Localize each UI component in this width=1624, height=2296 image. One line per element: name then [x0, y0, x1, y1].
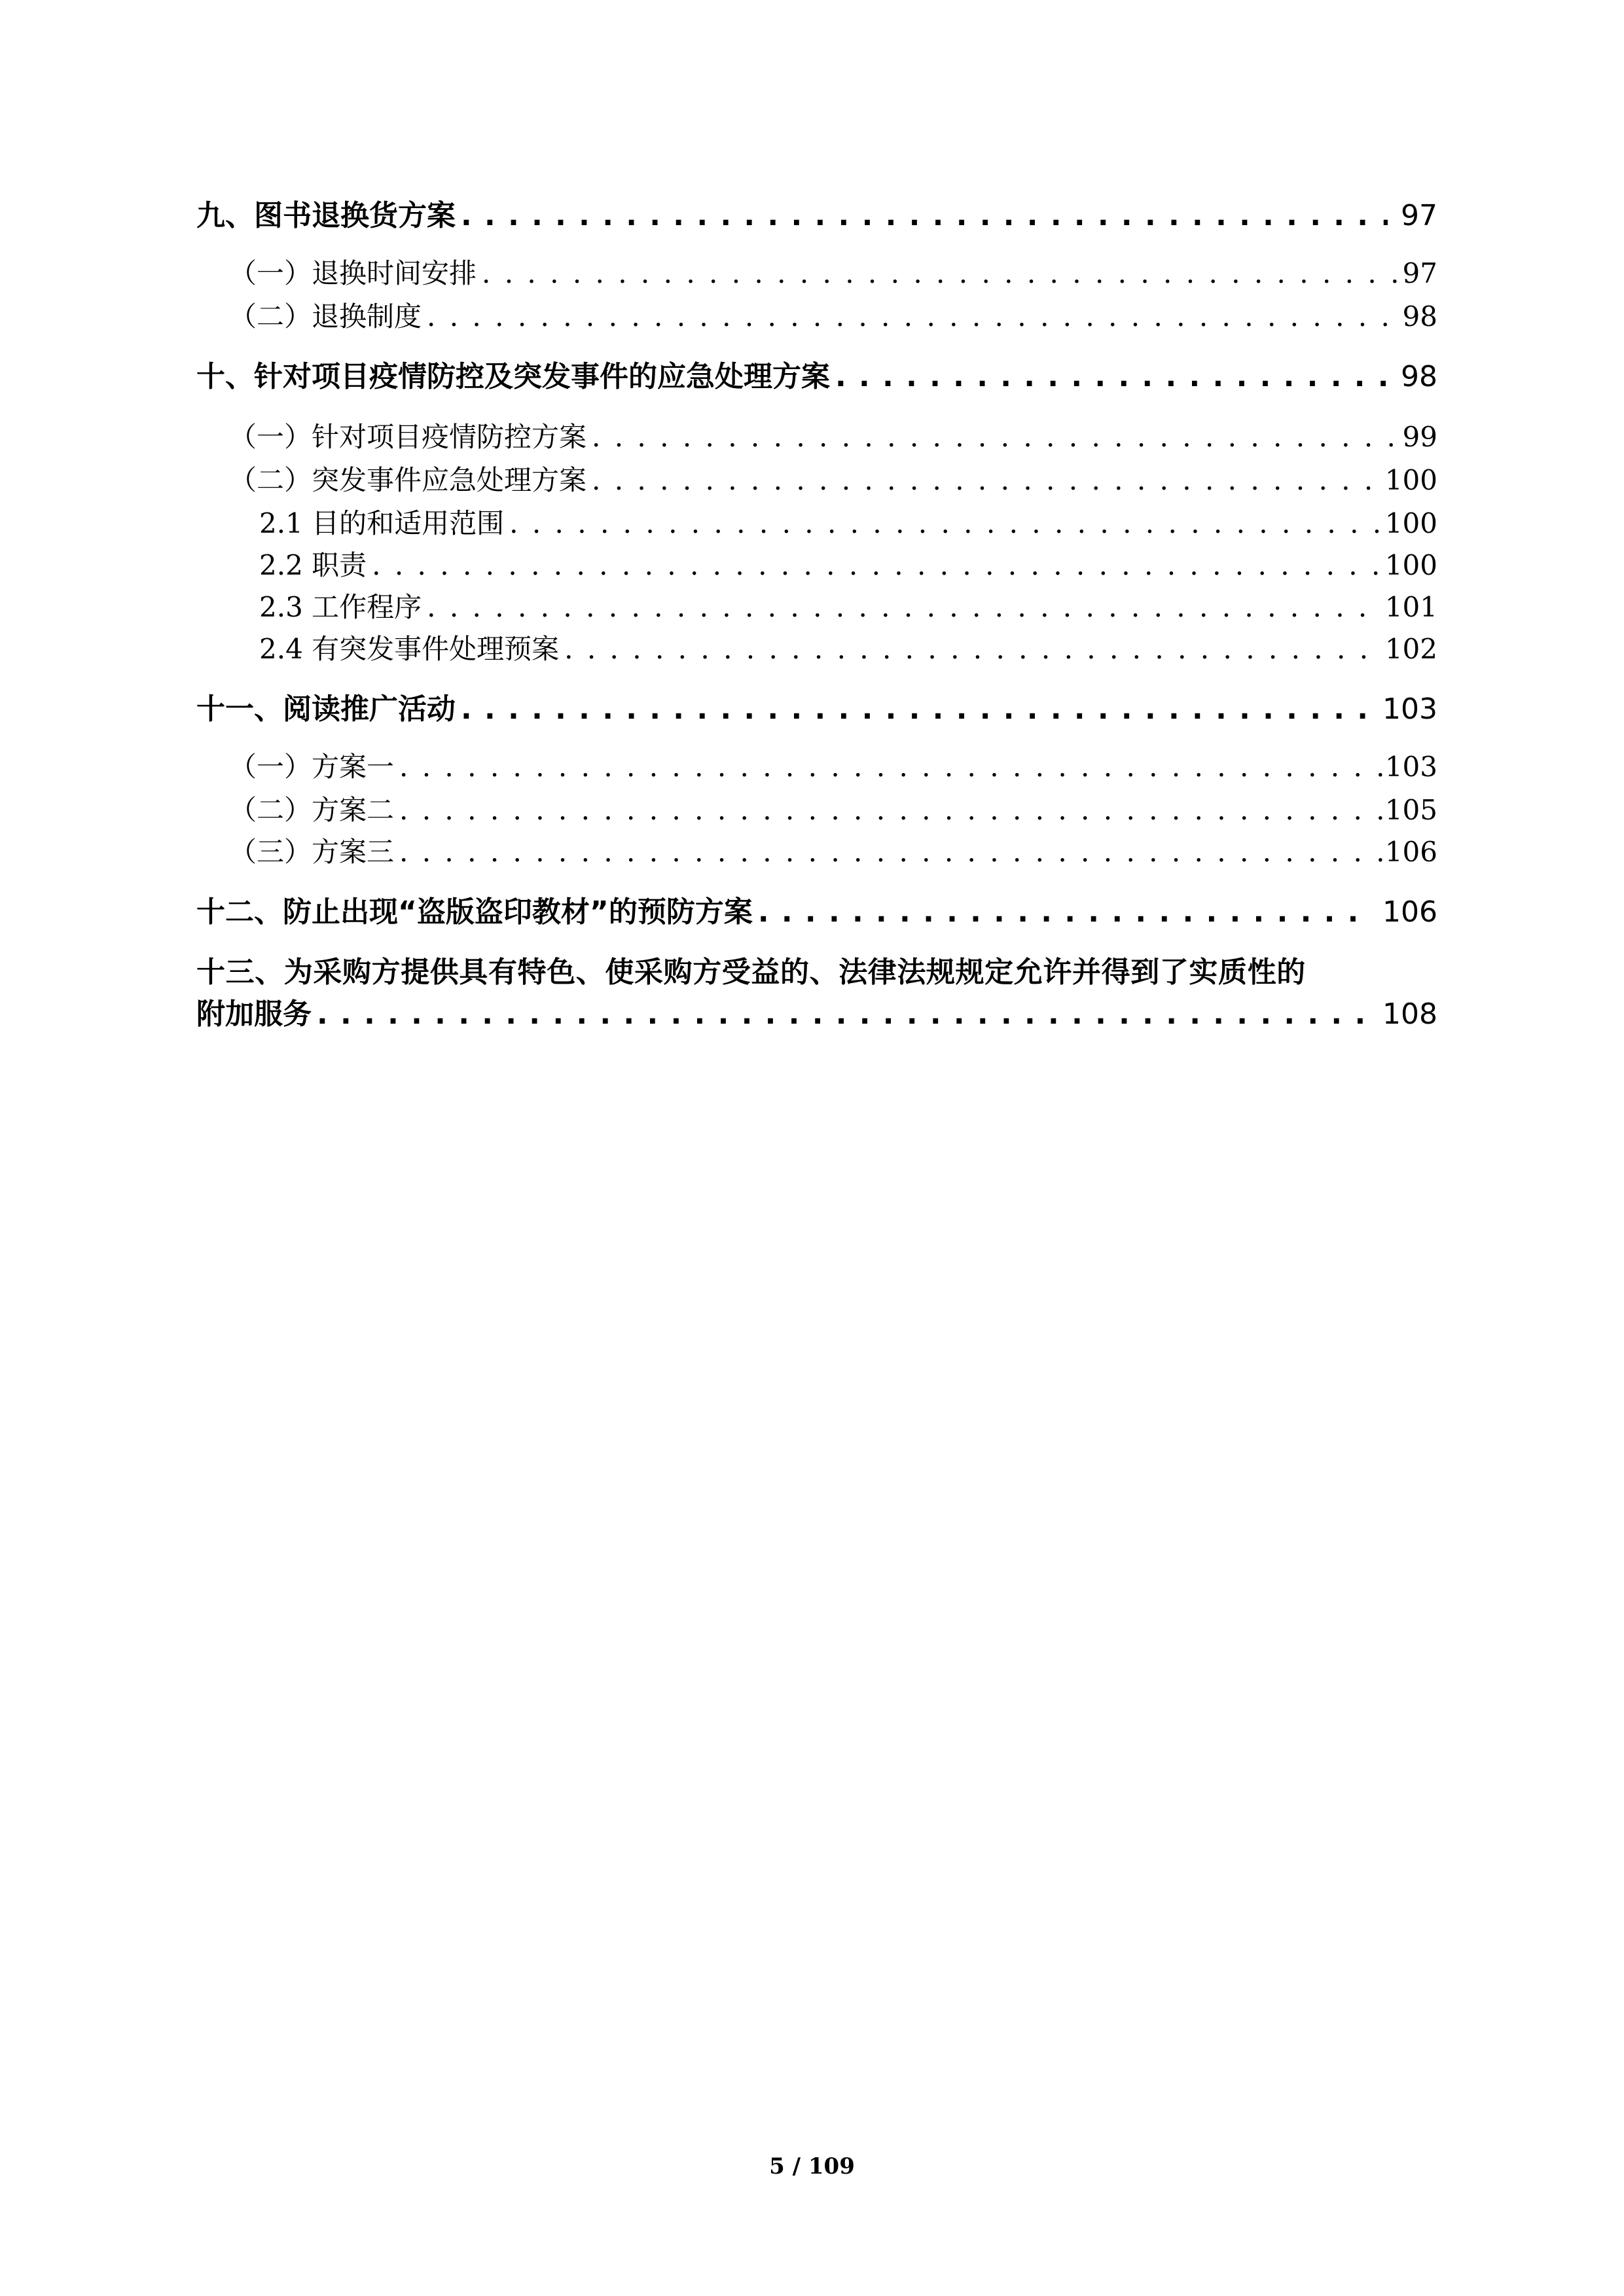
toc-entry-11-2[interactable]: [196, 791, 1437, 830]
toc-entry-page: 100: [1384, 464, 1437, 496]
dot-leader: [427, 588, 1380, 627]
toc-entry-label: （一）针对项目疫情防控方案: [229, 421, 587, 453]
toc-entry-page: 108: [1382, 997, 1437, 1031]
dot-leader: [399, 747, 1385, 787]
dot-leader: [317, 995, 1369, 1034]
toc-entry-10-2-3[interactable]: [196, 588, 1437, 627]
toc-entry-label: 2.2 职责: [259, 549, 367, 581]
toc-entry-label: （一）方案一: [229, 751, 395, 783]
toc-entry-page: 101: [1384, 591, 1437, 623]
toc-entry-page: 105: [1384, 794, 1437, 826]
toc-entry-page: 100: [1384, 507, 1437, 539]
toc-entry-10-1[interactable]: [196, 418, 1437, 457]
toc-entry-13[interactable]: [196, 995, 1437, 1034]
toc-entry-13-line-1[interactable]: 十三、为采购方提供具有特色、使采购方受益的、法律法规规定允许并得到了实质性的: [196, 956, 1306, 989]
dot-leader: [509, 504, 1380, 543]
toc-entry-label: （二）突发事件应急处理方案: [229, 464, 587, 496]
toc-entry-11-3[interactable]: [196, 833, 1437, 872]
toc-entry-11[interactable]: [196, 690, 1437, 729]
dot-leader: [482, 254, 1403, 293]
toc-entry-10-2-1[interactable]: [196, 504, 1437, 543]
dot-leader: [399, 833, 1385, 872]
toc-entry-label: 十二、防止出现“盗版盗印教材”的预防方案: [196, 895, 753, 929]
dot-leader: [372, 546, 1380, 585]
page-number-footer: 5 / 109: [769, 2153, 855, 2179]
dot-leader: [427, 297, 1403, 336]
dot-leader: [461, 196, 1388, 236]
toc-entry-label: 九、图书退换货方案: [196, 199, 456, 232]
toc-entry-12[interactable]: [196, 893, 1437, 932]
dot-leader: [758, 893, 1369, 932]
toc-entry-page: 99: [1402, 421, 1437, 453]
toc-entry-9-1[interactable]: [196, 254, 1437, 293]
toc-entry-label: 附加服务: [196, 997, 312, 1031]
toc-entry-label: （三）方案三: [229, 836, 395, 868]
toc-entry-page: 98: [1401, 360, 1437, 393]
toc-entry-page: 100: [1384, 549, 1437, 581]
toc-entry-9-2[interactable]: [196, 297, 1437, 336]
toc-entry-label: 2.4 有突发事件处理预案: [259, 633, 560, 665]
toc-entry-label: 十、针对项目疫情防控及突发事件的应急处理方案: [196, 360, 830, 393]
toc-entry-page: 106: [1384, 836, 1437, 868]
dot-leader: [835, 357, 1388, 397]
toc-entry-page: 98: [1402, 300, 1437, 332]
toc-entry-10-2-2[interactable]: [196, 546, 1437, 585]
dot-leader: [564, 630, 1380, 669]
dot-leader: [592, 418, 1403, 457]
toc-entry-10-2[interactable]: [196, 461, 1437, 500]
dot-leader: [461, 690, 1369, 729]
toc-entry-page: 106: [1382, 895, 1437, 929]
toc-entry-11-1[interactable]: [196, 747, 1437, 787]
toc-entry-label: 十一、阅读推广活动: [196, 692, 456, 726]
toc-entry-label: 2.1 目的和适用范围: [259, 507, 505, 539]
toc-entry-label: 2.3 工作程序: [259, 591, 422, 623]
toc-entry-label: （二）退换制度: [229, 300, 422, 332]
toc-entry-page: 103: [1384, 751, 1437, 783]
toc-entry-9[interactable]: [196, 196, 1437, 236]
toc-entry-10[interactable]: [196, 357, 1437, 397]
toc-entry-page: 102: [1384, 633, 1437, 665]
toc-entry-page: 97: [1402, 257, 1437, 289]
toc-entry-label: （一）退换时间安排: [229, 257, 477, 289]
toc-entry-10-2-4[interactable]: [196, 630, 1437, 669]
toc-entry-label: （二）方案二: [229, 794, 395, 826]
toc-entry-page: 103: [1382, 692, 1437, 726]
toc-entry-page: 97: [1401, 199, 1437, 232]
dot-leader: [592, 461, 1385, 500]
dot-leader: [399, 791, 1385, 830]
